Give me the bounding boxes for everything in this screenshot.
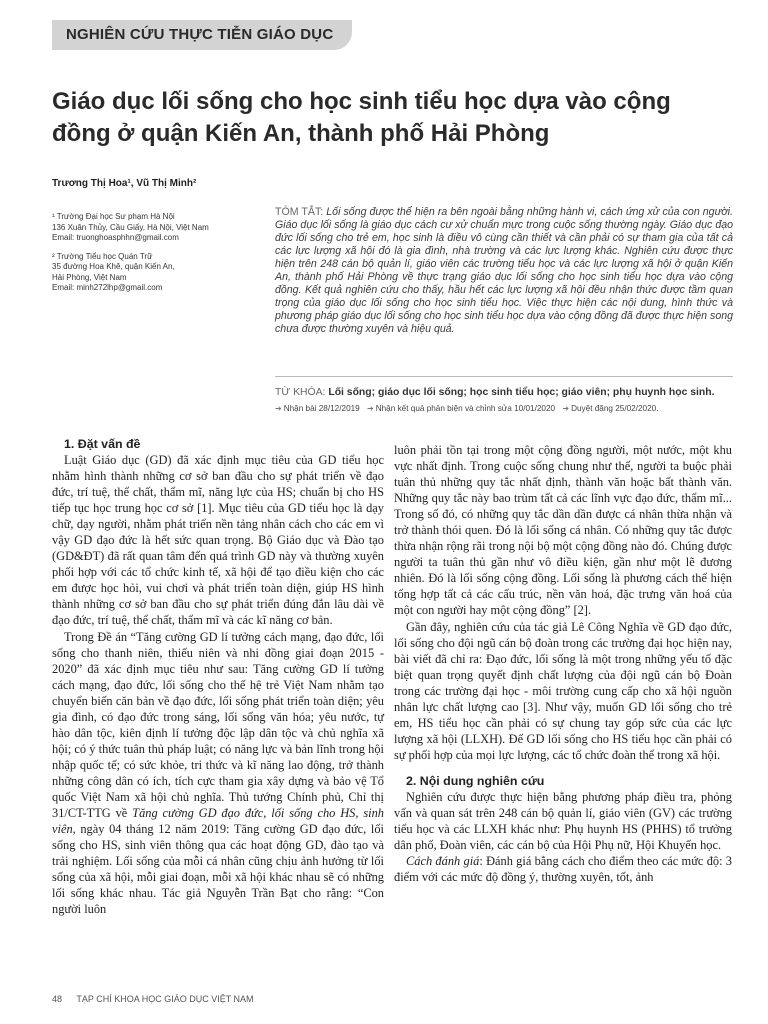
keywords: [275, 386, 733, 399]
paragraph: Luật Giáo dục (GD) đã xác định mục tiêu của GD tiểu học nhằm hình thành những cơ sở ban đầu cho sự phát triển về đạo đức, trí tuệ, thể chất, thẩm mĩ, năng lực của HS; chuẩn bị cho HS tiếp tục học trung học cơ sở [1]. Mục tiêu của GD tiểu học là dạy chữ, dạy người, nhằm phát triển nền tảng nhân cách cho các em vì vậy GD đạo đức là hết sức quan trọng. Bộ Giáo dục và Đào tạo (GD&ĐT) đã rất quan tâm đến quá trình GD này và thường xuyên phối hợp với các tổ chức kinh tế, xã hội để tạo điều kiện cho các em được học hỏi, vui chơi và phát triển toàn diện, giúp HS hình thành những cơ sở ban đầu cho sự phát triển đúng đắn lâu dài về đạo đức, trí tuệ, thể chất, thẩm mĩ và các kĩ năng cơ bản.: [52, 453, 384, 628]
abstract: [275, 206, 733, 336]
page-footer: [52, 994, 254, 1004]
article-title: Giáo dục lối sống cho học sinh tiểu học dựa vào cộng đồng ở quận Kiến An, thành phố Hải Phòng: [52, 88, 671, 147]
affiliation-line: 35 đường Hoa Khê, quận Kiến An,: [52, 262, 175, 271]
affiliation-line: Hải Phòng, Việt Nam: [52, 272, 127, 282]
affiliation-email: Email: minh272lhp@gmail.com: [52, 283, 163, 292]
received-date: Nhận bài 28/12/2019: [283, 404, 360, 413]
abstract-label: TÓM TẮT:: [275, 206, 324, 218]
section-banner: [52, 20, 352, 50]
body-column-right: [394, 442, 732, 885]
directive-title: Tăng cường GD đạo đức, lối sống cho HS, sinh viên: [52, 806, 384, 837]
article-history: [275, 404, 733, 413]
published-date: Duyệt đăng 25/02/2020.: [571, 404, 659, 413]
affiliation-line: ¹ Trường Đại học Sư phạm Hà Nội: [52, 212, 175, 221]
keywords-text: Lối sống; giáo dục lối sống; học sinh tiểu học; giáo viên; phụ huynh học sinh.: [328, 387, 715, 398]
inline-term: Cách đánh giá: [406, 854, 480, 869]
arrow-right-icon: ➔: [562, 404, 570, 413]
arrow-right-icon: ➔: [275, 404, 282, 413]
paragraph: Nghiên cứu được thực hiện bằng phương pháp điều tra, phỏng vấn và quan sát trên 248 cán bộ quản lí, giáo viên (GV) các trường tiểu học và các LLXH khác như: Phụ huynh HS (PHHS) tổ trưởng dân phố, Đoàn viên, các cán bộ của Hội Phụ nữ, Hội Khuyến học.: [394, 789, 732, 853]
paragraph: Cách đánh giá: Đánh giá bằng cách cho điểm theo các mức độ: 3 điểm với các mức độ đồng ý, thường xuyên, tốt, ảnh: [394, 854, 733, 885]
section-banner-label: NGHIÊN CỨU THỰC TIỄN GIÁO DỤC: [66, 26, 334, 43]
paragraph: Gần đây, nghiên cứu của tác giả Lê Công Nghĩa về GD đạo đức, lối sống cho đội ngũ cán bộ đoàn trong các trường đại học hiện nay, bài viết đã chỉ ra: Đạo đức, lối sống là một trong những yếu tố đặc biệt quan trọng quyết định chất lượng của đội ngũ cán bộ Đoàn trong các trường đại học - môi trường cung cấp cho xã hội nguồn nhân lực chất lượng cao [3]. Như vậy, muốn GD lối sống cho trẻ em, HS tiểu học cần phải có sự chung tay góp sức của các lực lượng xã hội (LLXH). Để GD lối sống cho HS tiểu học cần phải có sự phối hợp của mọi lực lượng, các tổ chức đoàn thể trong xã hội.: [394, 619, 732, 762]
affiliation-line: ² Trường Tiểu học Quán Trữ: [52, 251, 153, 261]
keywords-label: TỪ KHÓA:: [275, 387, 326, 398]
affiliations: [52, 212, 257, 294]
body-column-left: [52, 436, 384, 917]
section-heading: 2. Nội dung nghiên cứu: [406, 773, 545, 788]
abstract-divider: [275, 376, 733, 377]
revised-date: Nhận kết quả phản biện và chỉnh sửa 10/01/2020: [375, 404, 556, 413]
section-heading: 1. Đặt vấn đề: [64, 437, 141, 451]
paragraph: Trong Đề án “Tăng cường GD lí tưởng cách mạng, đạo đức, lối sống cho thanh niên, thiếu niên và nhi đồng giai đoạn 2015 - 2020” đã xác định mục tiêu như sau: Tăng cường GD lí tưởng cách mạng, đạo đức, lối sống cho thế hệ trẻ Việt Nam nhằm tạo chuyển biến căn bản về đạo đức, lối sống phát triển toàn diện; yêu gia đình, có đạo đức trong sáng, lối sống văn hóa; yêu nước, tự hào dân tộc, kiên định lí tưởng độc lập dân tộc và chủ nghĩa xã hội; có ý thức tuân thủ pháp luật; có năng lực và bản lĩnh trong hội nhập quốc tế; có sức khỏe, tri thức và kĩ năng lao động, trở thành những công dân có ích, tích cực tham gia xây dựng và bảo vệ Tổ quốc Việt Nam xã hội chủ nghĩa. Thủ tướng Chính phủ, Chỉ thị 31/CT-TTG về Tăng cường GD đạo đức, lối sống cho HS, sinh viên, ngày 04 tháng 12 năm 2019: Tăng cường GD đạo đức, lối sống cho HS, sinh viên thông qua các hoạt động GD, đào tạo và trải nghiệm. Lối sống của mỗi cá nhân cũng chịu ảnh hưởng từ lối sống của xã hội, mỗi giai đoạn, mỗi xã hội khác nhau sẽ có những lối sống khác nhau. Tác giả Nguyễn Trần Bạt cho rằng: “Con người luôn: [52, 629, 384, 917]
affiliation-email: Email: truonghoasphhn@gmail.com: [52, 233, 179, 242]
page-number: 48: [52, 994, 63, 1004]
journal-name: TẠP CHÍ KHOA HỌC GIÁO DỤC VIỆT NAM: [76, 994, 254, 1004]
author-list: Trương Thị Hoa¹, Vũ Thị Minh²: [52, 178, 197, 189]
affiliation-line: 136 Xuân Thủy, Cầu Giấy, Hà Nội, Việt Nam: [52, 222, 209, 232]
arrow-right-icon: ➔: [367, 404, 374, 413]
abstract-text: Lối sống được thể hiện ra bên ngoài bằng những hành vi, cách ứng xử của con người. Giáo dục lối sống là giáo dục cách cư xử chuẩn mực trong cuộc sống thường ngày. Giáo dục đạo đức lối sống cho trẻ em, học sinh là điều vô cùng cần thiết và cần phải có sự tham gia của tất cả các lực lượng xã hội đó là gia đình, nhà trường và các lực lượng khác. Nghiên cứu được thực hiện trên 248 cán bộ quản lí, giáo viên các trường tiểu học và các lực lượng xã hội ở quận Kiến An, thành phố Hải Phòng về thực trạng giáo dục lối sống cho học sinh tiểu học dựa vào cộng đồng. Kết quả nghiên cứu cho thấy, hầu hết các lực lượng xã hội đều nhận thức được tầm quan trọng của giáo dục lối sống cho học sinh tiểu học. Việc thực hiện các nội dung, hình thức và phương pháp giáo dục lối sống cho học sinh tiểu học dựa vào cộng đồng đã được thực hiện song chưa được thường xuyên và hiệu quả.: [275, 206, 733, 336]
paragraph: luôn phải tồn tại trong một cộng đồng người, một nước, một khu vực nhất định. Trong cuộc sống chung như thế, người ta buộc phải tuân thủ những quy tắc nhất định, thành văn hoặc bất thành văn. Những quy tắc này bao trùm tất cả các lĩnh vực đạo đức, thẩm mĩ... Trong số đó, có những quy tắc dần dần được cá nhân thừa nhận và trở thành thói quen. Đó là lối sống cá nhân. Có những quy tắc được thừa nhận rộng rãi trong nội bộ một cộng đồng nào đó. Chúng được người ta tuân thủ gần như vô điều kiện, gần như một lẽ đương nhiên. Đó là lối sống cộng đồng. Lối sống là phương cách thể hiện tổng hợp tất cả các cấu trúc, nền văn hoá, đặc trưng văn hoá của một con người hay một cộng đồng” [2].: [394, 443, 732, 618]
